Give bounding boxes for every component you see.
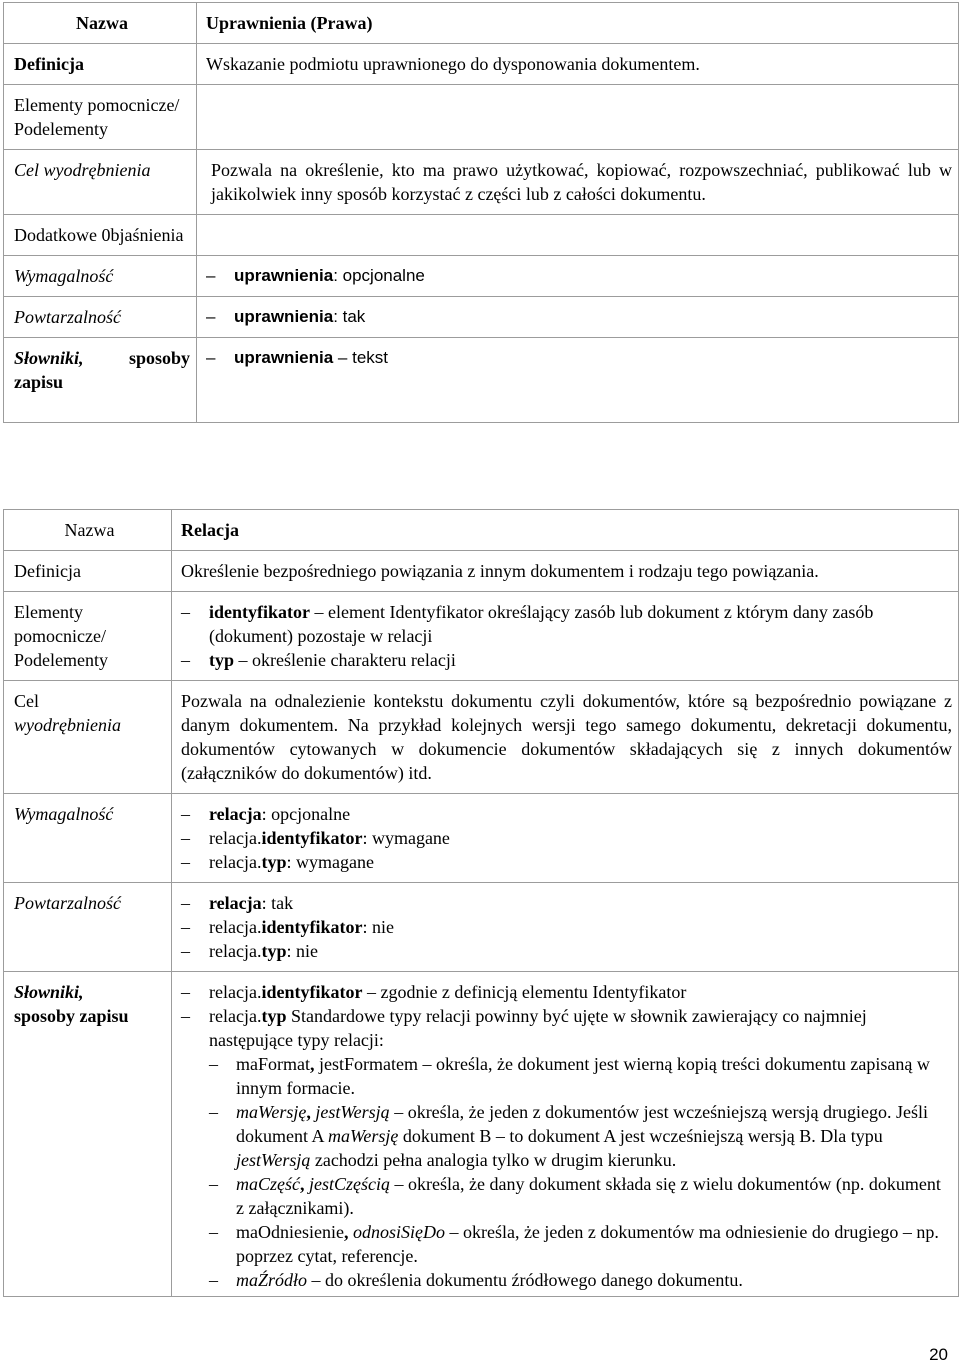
row-powtarzalnosc xyxy=(4,883,959,972)
value-cel: Pozwala na odnalezienie kontekstu dokumentu czyli dokumentów, które są bezpośrednio powiązane z danym dokumentem. Na przykład kolejnych wersji tego samego dokumentu, dekretacji dokumentu, dokumentów cytowanych w dokumencie dokumentów składających się z innych dokumentów (załączników do dokumentów) itd. xyxy=(172,681,959,794)
value-powtarzalnosc xyxy=(197,297,959,338)
metadata-table-relacja xyxy=(3,509,959,1297)
label-cel: Cel wyodrębnienia xyxy=(4,150,197,215)
row-elementy xyxy=(4,592,959,681)
list-item: – identyfikator – element Identyfikator określający zasób lub dokument z którym dany zasób (dokument) pozostaje w relacji xyxy=(181,600,952,648)
value-nazwa: Relacja xyxy=(172,510,959,551)
row-nazwa xyxy=(4,510,959,551)
value-elementy xyxy=(172,592,959,681)
label-definicja: Definicja xyxy=(4,44,197,85)
value-powtarzalnosc xyxy=(172,883,959,972)
row-cel xyxy=(4,681,959,794)
label-nazwa: Nazwa xyxy=(4,510,172,551)
label-slowniki: Słowniki, sposoby zapisu xyxy=(4,972,172,1297)
label-dodatkowe: Dodatkowe 0bjaśnienia xyxy=(4,215,197,256)
list-item: – maOdniesienie, odnosiSięDo – określa, że jeden z dokumentów ma odniesienie do drugiego – np. poprzez cytat, referencje. xyxy=(209,1220,952,1268)
value-wymagalnosc xyxy=(172,794,959,883)
value-definicja: Wskazanie podmiotu uprawnionego do dysponowania dokumentem. xyxy=(197,44,959,85)
row-wymagalnosc xyxy=(4,256,959,297)
list-item: – uprawnienia – tekst xyxy=(206,346,952,370)
list-item: – relacja.typ Standardowe typy relacji powinny być ujęte w słownik zawierający co najmniej następujące typy relacji: – maFormat, jestFormatem – określa, że dokument jest wierną kopią treści dokumentu zapisaną w innym formacie. – maWersję, jestWersją – określa, że jeden z dokumentów jest wcześniejszą wersją drugiego. Jeśli dokument A maWersję dokument B – to dokument A jest wcześniejszą wersją B. Dla typu jestWersją zachodzi pełna analogia tylko w drugim kierunku. – maCzęść, jestCzęścią – określa, że dany dokument składa się z wielu dokumentów (np. dokument z załącznikami). – maOdniesienie, odnosiSięDo – określa, że jeden z dokumentów ma odniesienie do drugiego – np. poprzez cytat, referencje. – maŹródło – do określenia dokumentu źródłowego danego dokumentu. xyxy=(181,1004,952,1292)
label-cel: Cel wyodrębnienia xyxy=(4,681,172,794)
label-powtarzalnosc: Powtarzalność xyxy=(4,883,172,972)
label-slowniki: Słowniki, sposoby zapisu xyxy=(4,338,197,423)
list-item: – uprawnienia: opcjonalne xyxy=(206,264,952,288)
list-item: – relacja: opcjonalne xyxy=(181,802,952,826)
value-wymagalnosc xyxy=(197,256,959,297)
label-elementy: Elementy pomocnicze/ Podelementy xyxy=(4,85,197,150)
list-item: – typ – określenie charakteru relacji xyxy=(181,648,952,672)
label-elementy: Elementy pomocnicze/ Podelementy xyxy=(4,592,172,681)
list-item: – uprawnienia: tak xyxy=(206,305,952,329)
row-nazwa xyxy=(4,3,959,44)
row-definicja xyxy=(4,551,959,592)
row-cel xyxy=(4,150,959,215)
metadata-table-uprawnienia xyxy=(3,2,959,423)
list-item: – maŹródło – do określenia dokumentu źródłowego danego dokumentu. xyxy=(209,1268,952,1292)
label-definicja: Definicja xyxy=(4,551,172,592)
value-slowniki xyxy=(197,338,959,423)
row-elementy xyxy=(4,85,959,150)
value-dodatkowe xyxy=(197,215,959,256)
value-nazwa: Uprawnienia (Prawa) xyxy=(197,3,959,44)
row-powtarzalnosc xyxy=(4,297,959,338)
page-number: 20 xyxy=(929,1345,948,1364)
row-slowniki xyxy=(4,972,959,1297)
row-wymagalnosc xyxy=(4,794,959,883)
relation-types-list xyxy=(209,1052,952,1292)
list-item: – relacja: tak xyxy=(181,891,952,915)
value-cel: Pozwala na określenie, kto ma prawo użytkować, kopiować, rozpowszechniać, publikować lub w jakikolwiek inny sposób korzystać z części lub z całości dokumentu. xyxy=(197,150,959,215)
label-wymagalnosc: Wymagalność xyxy=(4,256,197,297)
list-item: – relacja.identyfikator: wymagane xyxy=(181,826,952,850)
row-definicja xyxy=(4,44,959,85)
value-slowniki xyxy=(172,972,959,1297)
list-item: – relacja.typ: nie xyxy=(181,939,952,963)
list-item: – relacja.identyfikator: nie xyxy=(181,915,952,939)
list-item: – maFormat, jestFormatem – określa, że dokument jest wierną kopią treści dokumentu zapisaną w innym formacie. xyxy=(209,1052,952,1100)
list-item: – maCzęść, jestCzęścią – określa, że dany dokument składa się z wielu dokumentów (np. dokument z załącznikami). xyxy=(209,1172,952,1220)
row-dodatkowe xyxy=(4,215,959,256)
label-wymagalnosc: Wymagalność xyxy=(4,794,172,883)
list-item: – maWersję, jestWersją – określa, że jeden z dokumentów jest wcześniejszą wersją drugiego. Jeśli dokument A maWersję dokument B – to dokument A jest wcześniejszą wersją B. Dla typu jestWersją zachodzi pełna analogia tylko w drugim kierunku. xyxy=(209,1100,952,1172)
value-definicja: Określenie bezpośredniego powiązania z innym dokumentem i rodzaju tego powiązania. xyxy=(172,551,959,592)
list-item: – relacja.typ: wymagane xyxy=(181,850,952,874)
label-nazwa: Nazwa xyxy=(4,3,197,44)
row-slowniki xyxy=(4,338,959,423)
value-elementy xyxy=(197,85,959,150)
label-powtarzalnosc: Powtarzalność xyxy=(4,297,197,338)
list-item: – relacja.identyfikator – zgodnie z definicją elementu Identyfikator xyxy=(181,980,952,1004)
